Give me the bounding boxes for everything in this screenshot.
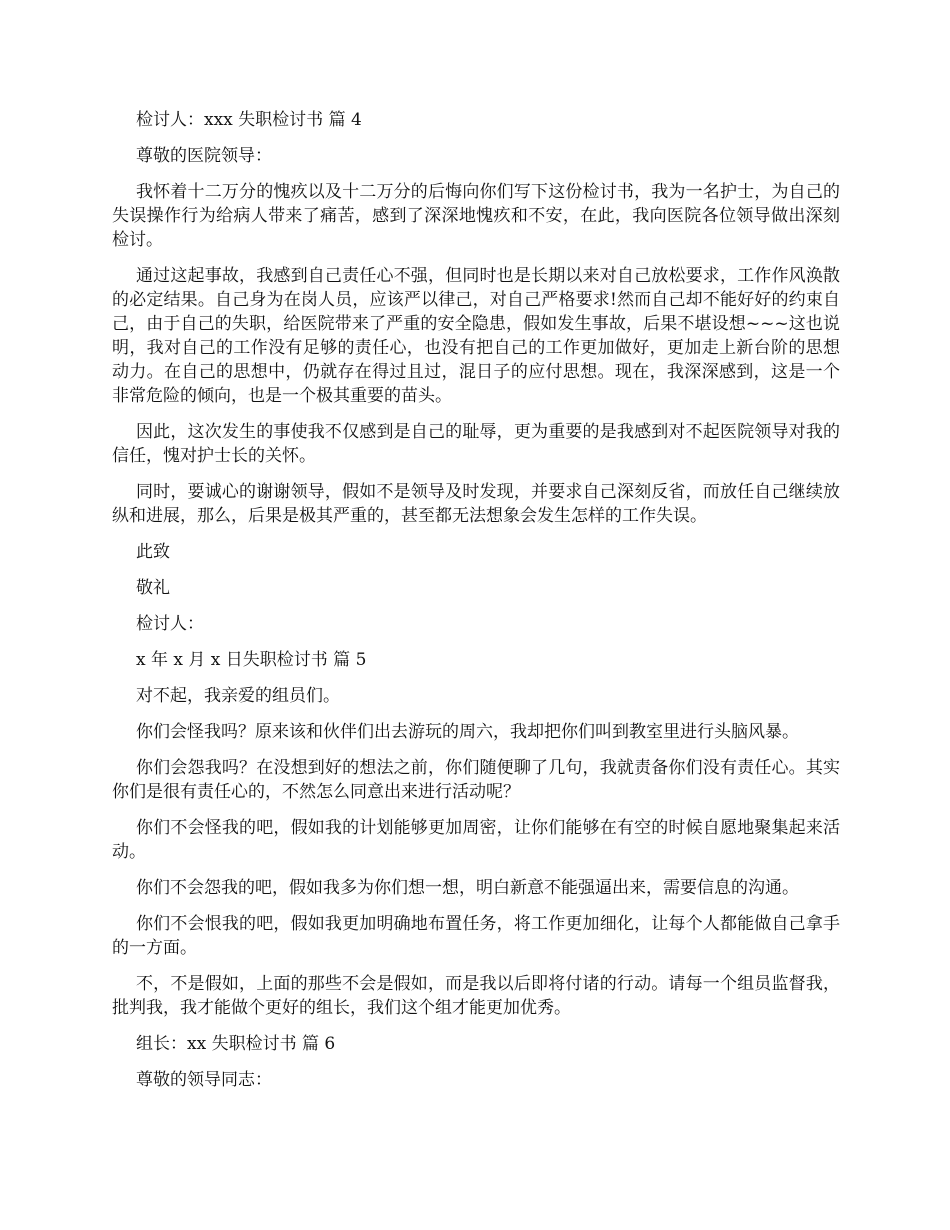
salutation-hospital-leaders: 尊敬的医院领导：	[136, 146, 272, 166]
body-paragraph: 因此，这次发生的事使我不仅感到是自己的耻辱，更为重要的是我感到对不起医院领导对我的信任，愧对护士长的关怀。	[112, 422, 840, 466]
heading-review-6: 组长：xx 失职检讨书 篇 6	[136, 1034, 336, 1054]
signature-reviewer: 检讨人：	[136, 614, 204, 634]
body-paragraph: 你们不会恨我的吧，假如我更加明确地布置任务，将工作更加细化，让每个人都能做自己拿手的一方面。	[112, 914, 840, 958]
body-paragraph: 你们会怪我吗？原来该和伙伴们出去游玩的周六，我却把你们叫到教室里进行头脑风暴。	[136, 722, 799, 742]
closing-cizhi: 此致	[136, 542, 170, 562]
closing-jingli: 敬礼	[136, 578, 170, 598]
document-body	[112, 108, 840, 1104]
body-paragraph: 你们会怨我吗？在没想到好的想法之前，你们随便聊了几句，我就责备你们没有责任心。其实你们是很有责任心的，不然怎么同意出来进行活动呢？	[112, 758, 840, 802]
body-paragraph: 通过这起事故，我感到自己责任心不强，但同时也是长期以来对自己放松要求，工作作风涣散的必定结果。自己身为在岗人员，应该严以律己，对自己严格要求!然而自己却不能好好的约束自己，由于自己的失职，给医院带来了严重的安全隐患，假如发生事故，后果不堪设想~~~这也说明，我对自己的工作没有足够的责任心，也没有把自己的工作更加做好，更加走上新台阶的思想动力。在自己的思想中，仍就存在得过且过，混日子的应付思想。现在，我深深感到，这是一个非常危险的倾向，也是一个极其重要的苗头。	[112, 266, 840, 406]
salutation-leader-comrades: 尊敬的领导同志：	[136, 1070, 272, 1090]
body-paragraph: 不，不是假如，上面的那些不会是假如，而是我以后即将付诸的行动。请每一个组员监督我，批判我，我才能做个更好的组长，我们这个组才能更加优秀。	[112, 974, 840, 1018]
body-paragraph: 我怀着十二万分的愧疚以及十二万分的后悔向你们写下这份检讨书，我为一名护士，为自己的失误操作行为给病人带来了痛苦，感到了深深地愧疚和不安，在此，我向医院各位领导做出深刻检讨。	[112, 182, 840, 250]
body-paragraph: 你们不会怨我的吧，假如我多为你们想一想，明白新意不能强逼出来，需要信息的沟通。	[136, 878, 799, 898]
body-paragraph: 对不起，我亲爱的组员们。	[136, 686, 340, 706]
heading-review-5: x 年 x 月 x 日失职检讨书 篇 5	[136, 650, 367, 670]
body-paragraph: 你们不会怪我的吧，假如我的计划能够更加周密，让你们能够在有空的时候自愿地聚集起来活动。	[112, 818, 840, 862]
body-paragraph: 同时，要诚心的谢谢领导，假如不是领导及时发现，并要求自己深刻反省，而放任自己继续放纵和进展，那么，后果是极其严重的，甚至都无法想象会发生怎样的工作失误。	[112, 482, 840, 526]
heading-review-4: 检讨人：xxx 失职检讨书 篇 4	[136, 110, 362, 130]
